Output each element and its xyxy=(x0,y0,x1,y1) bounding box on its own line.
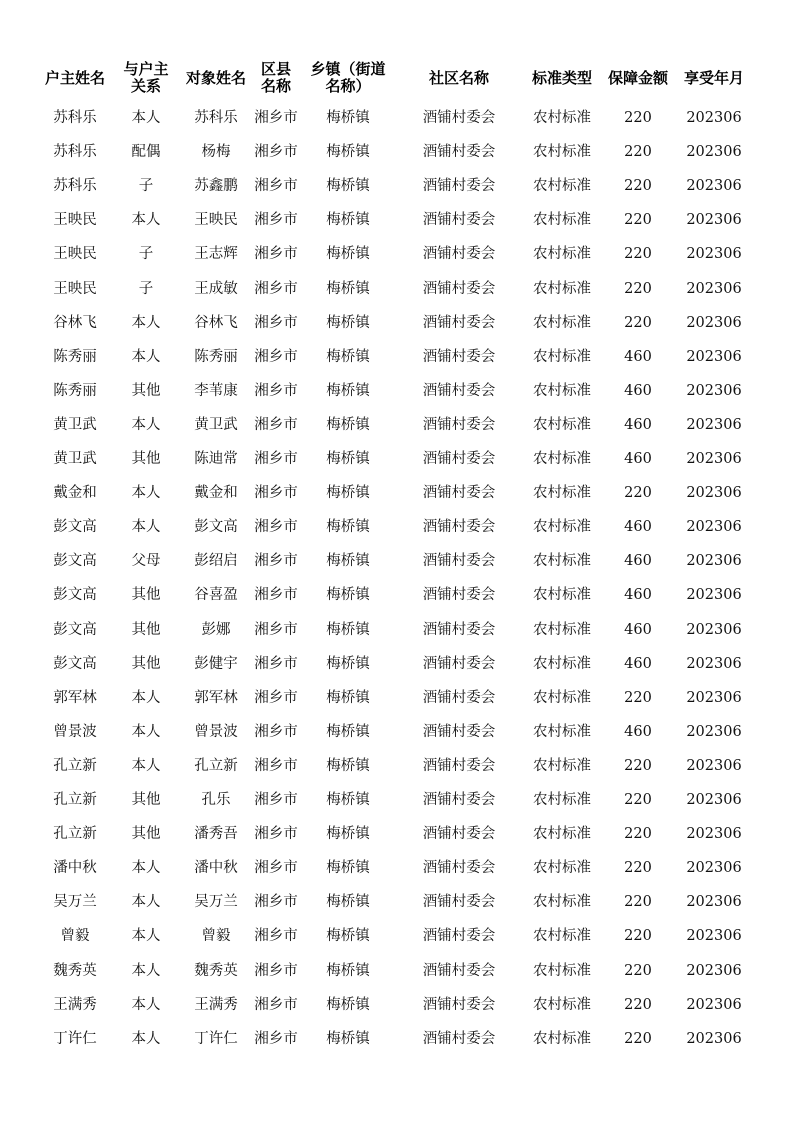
period-cell: 202306 xyxy=(686,416,742,433)
header-relationship: 与户主 关系 xyxy=(123,60,169,95)
standard-type-cell: 农村标准 xyxy=(533,723,591,740)
head-name-cell: 苏科乐 xyxy=(53,110,97,126)
county-cell: 湘乡市 xyxy=(254,451,298,467)
recipient-name-cell: 王映民 xyxy=(194,212,238,229)
recipient-name-cell: 陈秀丽 xyxy=(194,348,238,365)
relationship-cell: 本人 xyxy=(131,416,161,433)
standard-type-cell: 农村标准 xyxy=(533,962,591,979)
community-cell: 酒铺村委会 xyxy=(422,519,496,536)
town-cell: 梅桥镇 xyxy=(326,757,370,774)
period-cell: 202306 xyxy=(686,178,742,195)
relationship-cell: 父母 xyxy=(131,553,161,570)
header-town: 乡镇（街道 名称） xyxy=(310,60,386,95)
period-cell: 202306 xyxy=(686,144,742,161)
recipient-name-cell: 曾景波 xyxy=(194,723,238,740)
county-cell: 湘乡市 xyxy=(254,348,298,365)
county-cell: 湘乡市 xyxy=(254,723,298,740)
standard-type-cell: 农村标准 xyxy=(533,280,591,297)
community-cell: 酒铺村委会 xyxy=(422,178,496,195)
recipient-name-cell: 李苇康 xyxy=(194,382,238,399)
county-cell: 湘乡市 xyxy=(254,826,298,843)
county-cell: 湘乡市 xyxy=(254,928,298,945)
town-cell: 梅桥镇 xyxy=(326,792,370,808)
header-recipient-name: 对象姓名 xyxy=(185,68,246,87)
standard-type-cell: 农村标准 xyxy=(533,246,591,263)
community-cell: 酒铺村委会 xyxy=(422,110,496,126)
community-cell: 酒铺村委会 xyxy=(422,280,496,297)
recipient-name-cell: 彭娜 xyxy=(201,621,231,638)
county-cell: 湘乡市 xyxy=(254,1030,298,1047)
county-cell: 湘乡市 xyxy=(254,280,298,297)
community-cell: 酒铺村委会 xyxy=(422,928,496,945)
town-cell: 梅桥镇 xyxy=(326,144,370,161)
relationship-cell: 本人 xyxy=(131,519,161,536)
head-name-cell: 黄卫武 xyxy=(53,416,97,433)
table-row xyxy=(0,885,793,919)
standard-type-cell: 农村标准 xyxy=(533,485,591,502)
town-cell: 梅桥镇 xyxy=(326,280,370,297)
county-cell: 湘乡市 xyxy=(254,655,298,672)
table-row xyxy=(0,544,793,578)
standard-type-cell: 农村标准 xyxy=(533,553,591,570)
community-cell: 酒铺村委会 xyxy=(422,553,496,570)
head-name-cell: 彭文高 xyxy=(53,621,97,638)
period-cell: 202306 xyxy=(686,212,742,229)
relationship-cell: 本人 xyxy=(131,996,161,1013)
relationship-cell: 配偶 xyxy=(131,144,161,161)
relationship-cell: 本人 xyxy=(131,110,161,126)
table-row xyxy=(0,203,793,237)
amount-cell: 220 xyxy=(624,246,652,263)
recipient-name-cell: 吴万兰 xyxy=(194,894,238,911)
head-name-cell: 苏科乐 xyxy=(53,178,97,195)
table-row xyxy=(0,306,793,340)
county-cell: 湘乡市 xyxy=(254,144,298,161)
amount-cell: 220 xyxy=(624,1030,652,1047)
table-row xyxy=(0,237,793,271)
relationship-cell: 其他 xyxy=(131,655,161,672)
community-cell: 酒铺村委会 xyxy=(422,894,496,911)
standard-type-cell: 农村标准 xyxy=(533,416,591,433)
head-name-cell: 王满秀 xyxy=(53,996,97,1013)
recipient-name-cell: 王满秀 xyxy=(194,996,238,1013)
amount-cell: 220 xyxy=(624,280,652,297)
relationship-cell: 其他 xyxy=(131,826,161,843)
community-cell: 酒铺村委会 xyxy=(422,996,496,1013)
period-cell: 202306 xyxy=(686,826,742,843)
amount-cell: 220 xyxy=(624,996,652,1013)
county-cell: 湘乡市 xyxy=(254,178,298,195)
recipient-name-cell: 潘中秋 xyxy=(194,860,238,877)
recipient-name-cell: 苏鑫鹏 xyxy=(194,178,238,195)
town-cell: 梅桥镇 xyxy=(326,553,370,570)
recipient-name-cell: 杨梅 xyxy=(201,144,231,161)
table-row xyxy=(0,613,793,647)
relationship-cell: 本人 xyxy=(131,723,161,740)
table-row xyxy=(0,101,793,135)
county-cell: 湘乡市 xyxy=(254,996,298,1013)
table-row xyxy=(0,135,793,169)
amount-cell: 220 xyxy=(624,962,652,979)
period-cell: 202306 xyxy=(686,689,742,706)
standard-type-cell: 农村标准 xyxy=(533,178,591,195)
head-name-cell: 曾毅 xyxy=(60,928,90,945)
relationship-cell: 本人 xyxy=(131,757,161,774)
head-name-cell: 陈秀丽 xyxy=(53,382,97,399)
head-name-cell: 孔立新 xyxy=(53,792,97,808)
recipient-name-cell: 陈迪常 xyxy=(194,451,238,467)
town-cell: 梅桥镇 xyxy=(326,519,370,536)
relationship-cell: 本人 xyxy=(131,894,161,911)
town-cell: 梅桥镇 xyxy=(326,1030,370,1047)
period-cell: 202306 xyxy=(686,553,742,570)
period-cell: 202306 xyxy=(686,928,742,945)
amount-cell: 460 xyxy=(624,553,652,570)
town-cell: 梅桥镇 xyxy=(326,246,370,263)
county-cell: 湘乡市 xyxy=(254,757,298,774)
period-cell: 202306 xyxy=(686,996,742,1013)
county-cell: 湘乡市 xyxy=(254,485,298,502)
standard-type-cell: 农村标准 xyxy=(533,826,591,843)
relationship-cell: 其他 xyxy=(131,792,161,808)
standard-type-cell: 农村标准 xyxy=(533,382,591,399)
community-cell: 酒铺村委会 xyxy=(422,314,496,331)
head-name-cell: 孔立新 xyxy=(53,757,97,774)
county-cell: 湘乡市 xyxy=(254,246,298,263)
community-cell: 酒铺村委会 xyxy=(422,416,496,433)
county-cell: 湘乡市 xyxy=(254,587,298,604)
head-name-cell: 彭文高 xyxy=(53,553,97,570)
head-name-cell: 黄卫武 xyxy=(53,451,97,467)
town-cell: 梅桥镇 xyxy=(326,826,370,843)
county-cell: 湘乡市 xyxy=(254,110,298,126)
community-cell: 酒铺村委会 xyxy=(422,689,496,706)
relationship-cell: 本人 xyxy=(131,928,161,945)
table-row xyxy=(0,340,793,374)
head-name-cell: 谷林飞 xyxy=(53,314,97,331)
standard-type-cell: 农村标准 xyxy=(533,792,591,808)
amount-cell: 220 xyxy=(624,144,652,161)
amount-cell: 220 xyxy=(624,178,652,195)
head-name-cell: 潘中秋 xyxy=(53,860,97,877)
community-cell: 酒铺村委会 xyxy=(422,860,496,877)
standard-type-cell: 农村标准 xyxy=(533,587,591,604)
table-row xyxy=(0,988,793,1022)
recipient-name-cell: 黄卫武 xyxy=(194,416,238,433)
town-cell: 梅桥镇 xyxy=(326,894,370,911)
period-cell: 202306 xyxy=(686,280,742,297)
town-cell: 梅桥镇 xyxy=(326,178,370,195)
county-cell: 湘乡市 xyxy=(254,792,298,808)
period-cell: 202306 xyxy=(686,519,742,536)
recipient-name-cell: 谷林飞 xyxy=(194,314,238,331)
header-community: 社区名称 xyxy=(428,68,489,87)
recipient-name-cell: 郭军林 xyxy=(194,689,238,706)
town-cell: 梅桥镇 xyxy=(326,485,370,502)
recipient-name-cell: 王成敏 xyxy=(194,280,238,297)
standard-type-cell: 农村标准 xyxy=(533,655,591,672)
recipient-name-cell: 孔乐 xyxy=(201,792,231,808)
community-cell: 酒铺村委会 xyxy=(422,348,496,365)
standard-type-cell: 农村标准 xyxy=(533,348,591,365)
head-name-cell: 曾景波 xyxy=(53,723,97,740)
amount-cell: 460 xyxy=(624,723,652,740)
standard-type-cell: 农村标准 xyxy=(533,451,591,467)
town-cell: 梅桥镇 xyxy=(326,723,370,740)
amount-cell: 460 xyxy=(624,519,652,536)
standard-type-cell: 农村标准 xyxy=(533,689,591,706)
amount-cell: 220 xyxy=(624,826,652,843)
standard-type-cell: 农村标准 xyxy=(533,110,591,126)
header-county: 区县 名称 xyxy=(260,60,291,95)
head-name-cell: 彭文高 xyxy=(53,519,97,536)
period-cell: 202306 xyxy=(686,723,742,740)
county-cell: 湘乡市 xyxy=(254,894,298,911)
town-cell: 梅桥镇 xyxy=(326,621,370,638)
county-cell: 湘乡市 xyxy=(254,962,298,979)
county-cell: 湘乡市 xyxy=(254,860,298,877)
recipient-name-cell: 彭健宇 xyxy=(194,655,238,672)
amount-cell: 460 xyxy=(624,416,652,433)
community-cell: 酒铺村委会 xyxy=(422,962,496,979)
county-cell: 湘乡市 xyxy=(254,314,298,331)
recipient-name-cell: 谷喜盈 xyxy=(194,587,238,604)
amount-cell: 220 xyxy=(624,212,652,229)
relationship-cell: 本人 xyxy=(131,689,161,706)
table-row xyxy=(0,578,793,612)
town-cell: 梅桥镇 xyxy=(326,689,370,706)
period-cell: 202306 xyxy=(686,587,742,604)
head-name-cell: 吴万兰 xyxy=(53,894,97,911)
county-cell: 湘乡市 xyxy=(254,689,298,706)
standard-type-cell: 农村标准 xyxy=(533,757,591,774)
period-cell: 202306 xyxy=(686,485,742,502)
community-cell: 酒铺村委会 xyxy=(422,723,496,740)
amount-cell: 460 xyxy=(624,451,652,467)
community-cell: 酒铺村委会 xyxy=(422,757,496,774)
head-name-cell: 魏秀英 xyxy=(53,962,97,979)
amount-cell: 220 xyxy=(624,689,652,706)
town-cell: 梅桥镇 xyxy=(326,416,370,433)
table-row xyxy=(0,851,793,885)
period-cell: 202306 xyxy=(686,621,742,638)
standard-type-cell: 农村标准 xyxy=(533,996,591,1013)
community-cell: 酒铺村委会 xyxy=(422,826,496,843)
period-cell: 202306 xyxy=(686,110,742,126)
standard-type-cell: 农村标准 xyxy=(533,144,591,161)
community-cell: 酒铺村委会 xyxy=(422,621,496,638)
standard-type-cell: 农村标准 xyxy=(533,1030,591,1047)
town-cell: 梅桥镇 xyxy=(326,212,370,229)
table-row xyxy=(0,715,793,749)
relationship-cell: 本人 xyxy=(131,212,161,229)
head-name-cell: 孔立新 xyxy=(53,826,97,843)
amount-cell: 220 xyxy=(624,928,652,945)
recipient-name-cell: 彭绍启 xyxy=(194,553,238,570)
town-cell: 梅桥镇 xyxy=(326,451,370,467)
community-cell: 酒铺村委会 xyxy=(422,485,496,502)
relationship-cell: 其他 xyxy=(131,587,161,604)
town-cell: 梅桥镇 xyxy=(326,860,370,877)
town-cell: 梅桥镇 xyxy=(326,348,370,365)
table-row xyxy=(0,783,793,817)
community-cell: 酒铺村委会 xyxy=(422,382,496,399)
standard-type-cell: 农村标准 xyxy=(533,860,591,877)
relationship-cell: 本人 xyxy=(131,860,161,877)
relationship-cell: 子 xyxy=(138,178,154,195)
table-row xyxy=(0,817,793,851)
head-name-cell: 王映民 xyxy=(53,246,97,263)
recipient-name-cell: 彭文高 xyxy=(194,519,238,536)
standard-type-cell: 农村标准 xyxy=(533,519,591,536)
county-cell: 湘乡市 xyxy=(254,621,298,638)
recipient-name-cell: 魏秀英 xyxy=(194,962,238,979)
table-row xyxy=(0,408,793,442)
table-row xyxy=(0,442,793,476)
period-cell: 202306 xyxy=(686,246,742,263)
community-cell: 酒铺村委会 xyxy=(422,212,496,229)
amount-cell: 460 xyxy=(624,655,652,672)
head-name-cell: 王映民 xyxy=(53,212,97,229)
standard-type-cell: 农村标准 xyxy=(533,928,591,945)
county-cell: 湘乡市 xyxy=(254,519,298,536)
period-cell: 202306 xyxy=(686,757,742,774)
head-name-cell: 丁许仁 xyxy=(53,1030,97,1047)
town-cell: 梅桥镇 xyxy=(326,382,370,399)
relationship-cell: 本人 xyxy=(131,314,161,331)
relationship-cell: 本人 xyxy=(131,348,161,365)
table-row xyxy=(0,647,793,681)
period-cell: 202306 xyxy=(686,1030,742,1047)
community-cell: 酒铺村委会 xyxy=(422,451,496,467)
head-name-cell: 戴金和 xyxy=(53,485,97,502)
town-cell: 梅桥镇 xyxy=(326,587,370,604)
head-name-cell: 郭军林 xyxy=(53,689,97,706)
county-cell: 湘乡市 xyxy=(254,212,298,229)
town-cell: 梅桥镇 xyxy=(326,314,370,331)
recipient-name-cell: 王志辉 xyxy=(194,246,238,263)
header-head-name: 户主姓名 xyxy=(44,68,105,87)
relationship-cell: 其他 xyxy=(131,382,161,399)
recipient-name-cell: 潘秀吾 xyxy=(194,826,238,843)
relationship-cell: 其他 xyxy=(131,451,161,467)
table-row xyxy=(0,169,793,203)
community-cell: 酒铺村委会 xyxy=(422,655,496,672)
recipient-name-cell: 戴金和 xyxy=(194,485,238,502)
period-cell: 202306 xyxy=(686,382,742,399)
amount-cell: 220 xyxy=(624,314,652,331)
table-row xyxy=(0,272,793,306)
amount-cell: 220 xyxy=(624,485,652,502)
recipient-name-cell: 苏科乐 xyxy=(194,110,238,126)
table-row xyxy=(0,476,793,510)
amount-cell: 220 xyxy=(624,757,652,774)
amount-cell: 220 xyxy=(624,110,652,126)
amount-cell: 220 xyxy=(624,860,652,877)
recipient-name-cell: 曾毅 xyxy=(201,928,231,945)
amount-cell: 460 xyxy=(624,348,652,365)
standard-type-cell: 农村标准 xyxy=(533,212,591,229)
head-name-cell: 王映民 xyxy=(53,280,97,297)
community-cell: 酒铺村委会 xyxy=(422,792,496,808)
header-amount: 保障金额 xyxy=(607,68,668,87)
town-cell: 梅桥镇 xyxy=(326,928,370,945)
period-cell: 202306 xyxy=(686,792,742,808)
table-row xyxy=(0,919,793,953)
head-name-cell: 苏科乐 xyxy=(53,144,97,161)
county-cell: 湘乡市 xyxy=(254,553,298,570)
table-row xyxy=(0,374,793,408)
community-cell: 酒铺村委会 xyxy=(422,587,496,604)
table-row xyxy=(0,681,793,715)
amount-cell: 460 xyxy=(624,621,652,638)
town-cell: 梅桥镇 xyxy=(326,655,370,672)
table-row xyxy=(0,749,793,783)
relationship-cell: 本人 xyxy=(131,962,161,979)
town-cell: 梅桥镇 xyxy=(326,962,370,979)
community-cell: 酒铺村委会 xyxy=(422,246,496,263)
amount-cell: 460 xyxy=(624,382,652,399)
table-row xyxy=(0,954,793,988)
table-row xyxy=(0,1022,793,1056)
recipient-name-cell: 孔立新 xyxy=(194,757,238,774)
period-cell: 202306 xyxy=(686,860,742,877)
town-cell: 梅桥镇 xyxy=(326,110,370,126)
standard-type-cell: 农村标准 xyxy=(533,314,591,331)
period-cell: 202306 xyxy=(686,348,742,365)
relationship-cell: 本人 xyxy=(131,485,161,502)
period-cell: 202306 xyxy=(686,894,742,911)
period-cell: 202306 xyxy=(686,655,742,672)
county-cell: 湘乡市 xyxy=(254,382,298,399)
relationship-cell: 本人 xyxy=(131,1030,161,1047)
period-cell: 202306 xyxy=(686,962,742,979)
amount-cell: 220 xyxy=(624,792,652,808)
header-standard-type: 标准类型 xyxy=(531,68,592,87)
head-name-cell: 彭文高 xyxy=(53,587,97,604)
recipient-name-cell: 丁许仁 xyxy=(194,1030,238,1047)
header-period: 享受年月 xyxy=(683,68,744,87)
community-cell: 酒铺村委会 xyxy=(422,144,496,161)
relationship-cell: 其他 xyxy=(131,621,161,638)
relationship-cell: 子 xyxy=(138,246,154,263)
table-row xyxy=(0,510,793,544)
standard-type-cell: 农村标准 xyxy=(533,621,591,638)
county-cell: 湘乡市 xyxy=(254,416,298,433)
town-cell: 梅桥镇 xyxy=(326,996,370,1013)
standard-type-cell: 农村标准 xyxy=(533,894,591,911)
period-cell: 202306 xyxy=(686,314,742,331)
relationship-cell: 子 xyxy=(138,280,154,297)
community-cell: 酒铺村委会 xyxy=(422,1030,496,1047)
period-cell: 202306 xyxy=(686,451,742,467)
amount-cell: 220 xyxy=(624,894,652,911)
amount-cell: 460 xyxy=(624,587,652,604)
head-name-cell: 陈秀丽 xyxy=(53,348,97,365)
head-name-cell: 彭文高 xyxy=(53,655,97,672)
